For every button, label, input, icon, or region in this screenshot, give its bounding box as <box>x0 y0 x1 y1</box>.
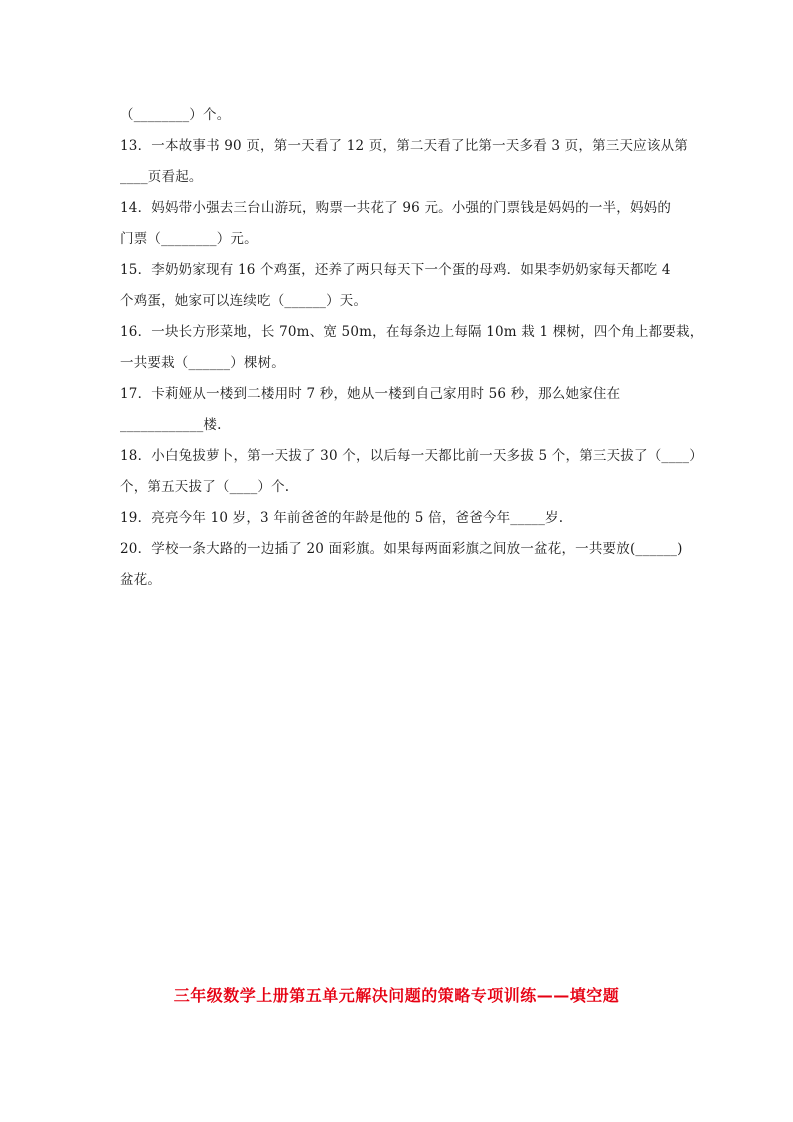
question-15-line-2: 个鸡蛋，她家可以连续吃（______）天。 <box>120 293 368 309</box>
question-17-line-1: 17．卡莉娅从一楼到二楼用时 7 秒，她从一楼到自己家用时 56 秒，那么她家住在 <box>120 386 621 402</box>
question-17-line-2: ____________楼. <box>120 417 222 433</box>
question-20-line-1: 20．学校一条大路的一边插了 20 面彩旗。如果每两面彩旗之间放一盆花，一共要放(______) <box>120 541 683 557</box>
question-20-line-2: 盆花。 <box>120 572 162 588</box>
question-18-line-1: 18．小白兔拔萝卜，第一天拔了 30 个，以后每一天都比前一天多拔 5 个，第三天拔了（____） <box>120 448 703 464</box>
question-19-line-1: 19．亮亮今年 10 岁，3 年前爸爸的年龄是他的 5 倍，爸爸今年_____岁. <box>120 510 564 526</box>
question-line-12-tail: （________）个。 <box>120 107 231 123</box>
question-18-line-2: 个，第五天拔了（____）个. <box>120 479 290 495</box>
question-14-line-1: 14．妈妈带小强去三台山游玩，购票一共花了 96 元。小强的门票钱是妈妈的一半，妈妈的 <box>120 200 672 216</box>
question-13-line-2: ____页看起。 <box>120 169 203 185</box>
question-14-line-2: 门票（________）元。 <box>120 231 258 247</box>
question-16-line-1: 16．一块长方形菜地，长 70m、宽 50m，在每条边上每隔 10m 栽 1 棵树，四个角上都要栽， <box>120 324 704 340</box>
question-16-line-2: 一共要栽（______）棵树。 <box>120 355 285 371</box>
document-footer-title: 三年级数学上册第五单元解决问题的策略专项训练——填空题 <box>173 986 620 1005</box>
question-13-line-1: 13．一本故事书 90 页，第一天看了 12 页，第二天看了比第一天多看 3 页，第三天应该从第 <box>120 138 688 154</box>
question-list <box>120 101 704 594</box>
question-15-line-1: 15．李奶奶家现有 16 个鸡蛋，还养了两只每天下一个蛋的母鸡．如果李奶奶家每天都吃 4 <box>120 262 671 278</box>
